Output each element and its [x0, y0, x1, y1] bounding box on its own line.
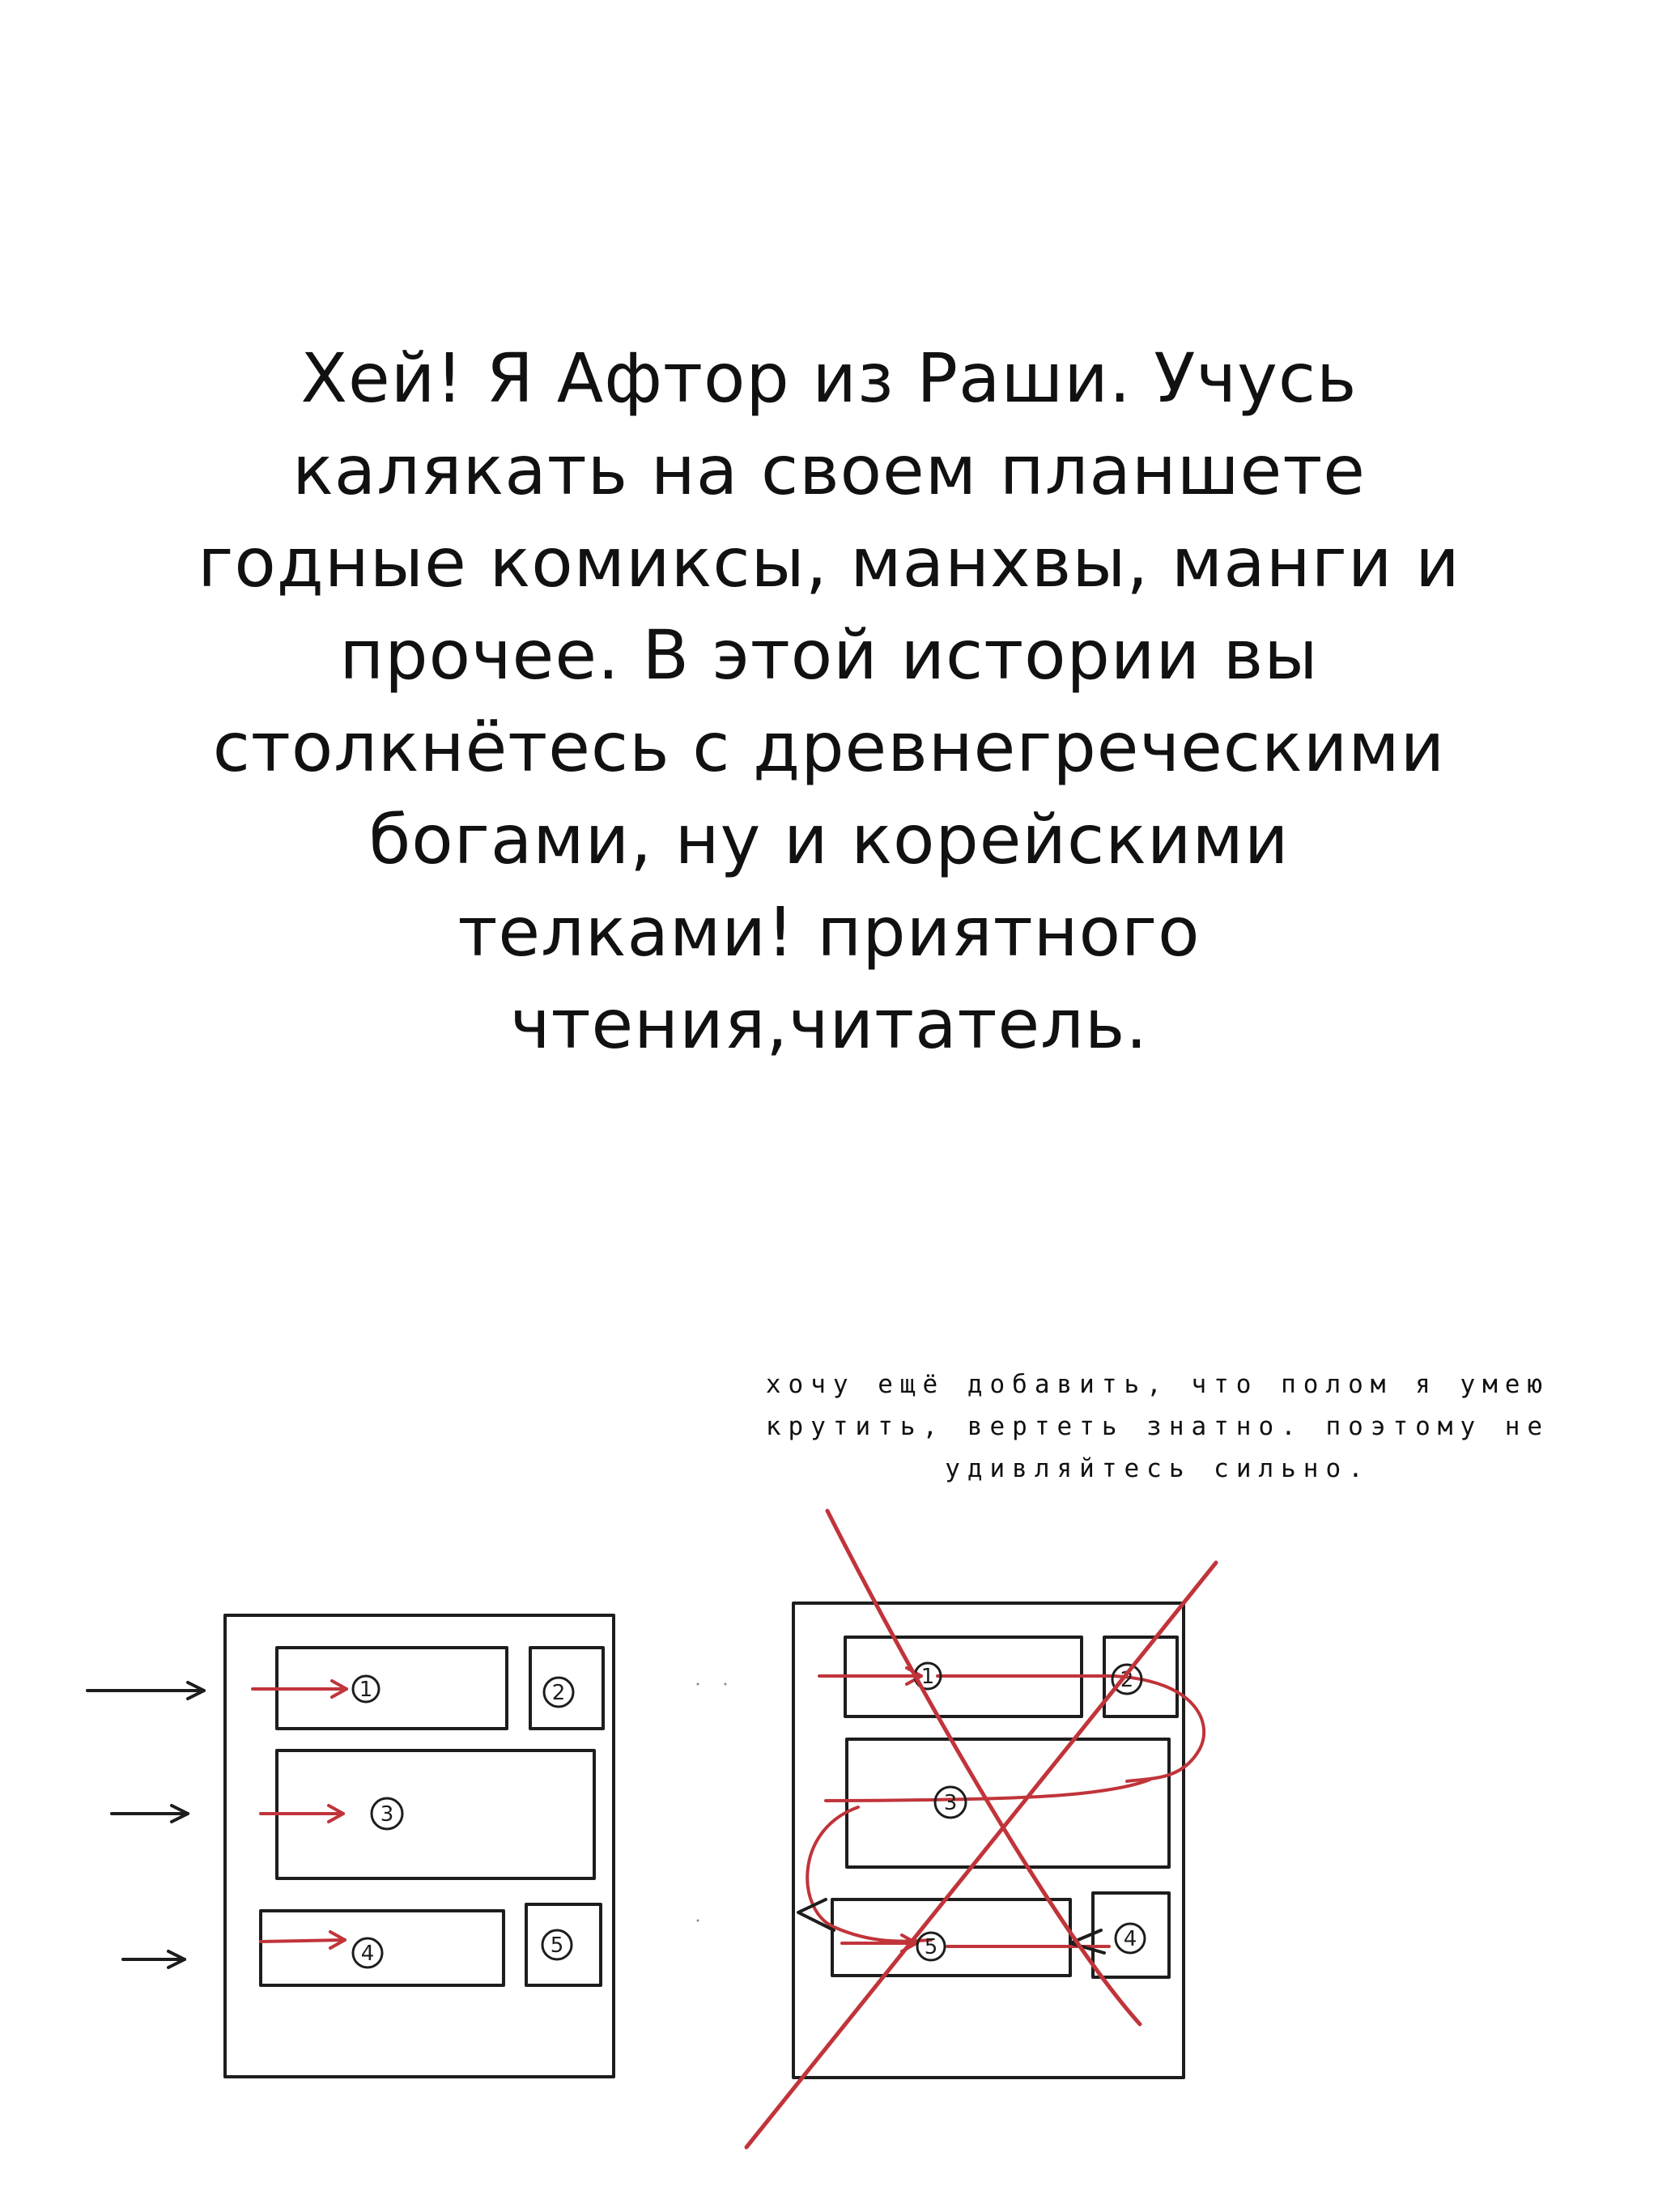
correct-order-diagram	[87, 1615, 614, 2077]
reading-path-line	[826, 1780, 1150, 1801]
row-arrow-icon	[123, 1951, 185, 1967]
intro-line: калякать на своем планшете	[292, 431, 1366, 510]
wrong-order-diagram	[746, 1511, 1216, 2147]
intro-line: телками! приятного	[457, 892, 1201, 972]
note-line: крутить, вертеть знатно. поэтому не	[765, 1412, 1550, 1441]
stray-dot	[697, 1920, 699, 1922]
note-line: хочу ещё добавить, что полом я умею	[765, 1370, 1550, 1399]
intro-line: годные комиксы, манхвы, манги и	[198, 523, 1460, 602]
panel-number: 3	[943, 1791, 958, 1815]
panel-number: 2	[551, 1681, 566, 1705]
panel-3	[847, 1739, 1169, 1867]
panel-2	[530, 1648, 603, 1729]
stray-dot	[725, 1683, 727, 1686]
panel-number: 1	[920, 1665, 935, 1689]
note-line: удивляйтесь сильно.	[945, 1454, 1371, 1483]
panel-number: 5	[924, 1935, 938, 1959]
stray-dot	[697, 1683, 699, 1686]
row-arrow-icon	[112, 1806, 188, 1822]
reading-path-line	[937, 1676, 1204, 1781]
red-arrow-icon	[261, 1932, 345, 1948]
intro-line: столкнётесь с древнегреческими	[212, 708, 1446, 787]
row-arrow-icon	[87, 1682, 204, 1699]
panel-number: 4	[360, 1942, 375, 1966]
panel-number: 3	[380, 1802, 394, 1827]
cross-out-icon	[746, 1563, 1216, 2147]
red-arrow-icon	[253, 1681, 346, 1697]
panel-number: 4	[1123, 1927, 1137, 1951]
panel-number: 2	[1120, 1668, 1134, 1692]
red-arrow-icon	[261, 1806, 343, 1822]
panel-number: 1	[359, 1678, 373, 1702]
intro-line: богами, ну и корейскими	[368, 800, 1290, 879]
intro-line: прочее. В этой истории вы	[339, 615, 1319, 695]
red-arrow-icon	[819, 1668, 921, 1684]
intro-line: Хей! Я Афтор из Раши. Учусь	[300, 338, 1358, 418]
panel-number: 5	[550, 1933, 564, 1958]
reading-path-line	[807, 1807, 931, 1942]
intro-line: чтения,читатель.	[509, 985, 1149, 1064]
